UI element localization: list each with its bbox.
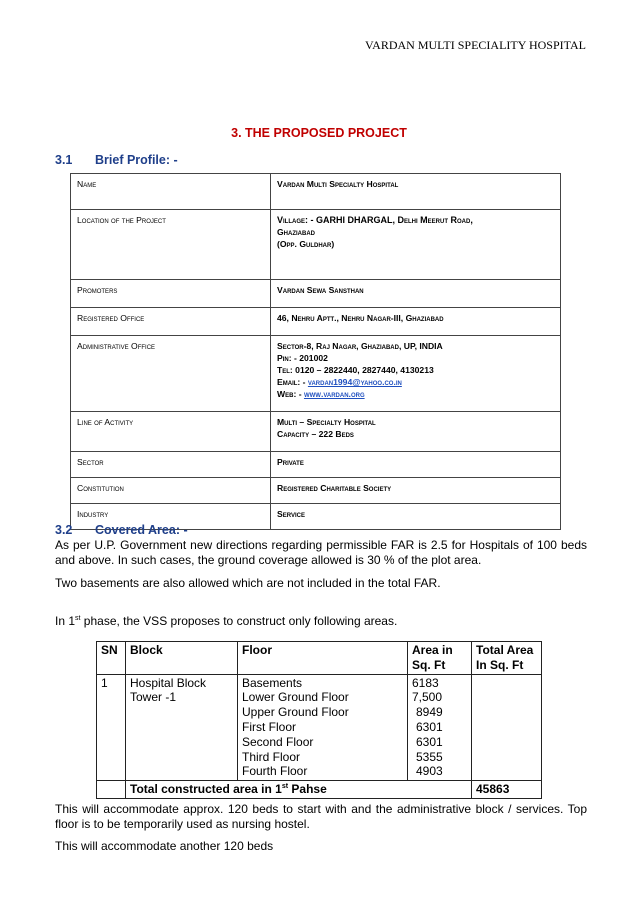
area-line: 5355 [416, 749, 443, 764]
paragraph-another-beds: This will accommodate another 120 beds [55, 839, 274, 853]
table-row [71, 308, 561, 336]
area-table [96, 641, 542, 799]
area-line: 8949 [416, 705, 443, 720]
paragraph-first-phase [55, 614, 587, 629]
area-line: 6183 [412, 675, 439, 690]
value-line: Ghaziabad [277, 227, 316, 237]
table-row [71, 478, 561, 504]
total-label [126, 781, 472, 799]
area-line: 4903 [416, 764, 443, 779]
heading-text: Brief Profile: - [95, 153, 178, 167]
paragraph-far: As per U.P. Government new directions regarding permissible FAR is 2.5 for Hospitals of 100 beds and above. In such cases, the ground coverage allowed is 30 % of the plot area. [55, 538, 587, 567]
cell-sn: 1 [97, 674, 126, 781]
table-row [71, 210, 561, 280]
row-key: Sector [71, 452, 271, 478]
floor-line: First Floor [242, 719, 296, 734]
table-row [71, 412, 561, 452]
email-label: Email: - [277, 377, 308, 387]
heading-text: Covered Area: - [95, 523, 188, 537]
area-line: 7,500 [412, 690, 443, 705]
header-sn: SN [97, 642, 126, 675]
superscript: st [281, 783, 289, 791]
table-total-row [97, 781, 542, 799]
table-row [71, 280, 561, 308]
value-line: Village: - GARHI DHARGAL, Delhi Meerut Road, [277, 215, 473, 225]
row-key: Constitution [71, 478, 271, 504]
value-line: 46, Nehru Aptt., Nehru Nagar-III, Ghaziabad [277, 313, 444, 323]
row-value [271, 504, 561, 530]
cell-areas [408, 674, 472, 781]
table-row [71, 336, 561, 412]
table-header-row [97, 642, 542, 675]
value-line: Capacity – 222 Beds [277, 429, 354, 439]
table-row [71, 452, 561, 478]
total-value: 45863 [472, 781, 542, 799]
cell-total-empty [472, 674, 542, 781]
row-key: Promoters [71, 280, 271, 308]
row-value [271, 210, 561, 280]
value-line: Pin: - 201002 [277, 353, 328, 363]
floor-line: Third Floor [242, 749, 301, 764]
value-line: Multi – Specialty Hospital [277, 417, 376, 427]
row-value [271, 452, 561, 478]
email-line [277, 376, 554, 388]
web-line [277, 388, 554, 400]
row-value [271, 280, 561, 308]
floor-line: Basements [242, 675, 303, 690]
table-row [71, 174, 561, 210]
cell-block [126, 674, 238, 781]
email-link[interactable]: vardan1994@yahoo.co.in [307, 377, 402, 387]
block-line: Hospital Block [130, 675, 207, 690]
block-line: Tower -1 [130, 690, 177, 705]
row-value [271, 336, 561, 412]
value-line: Vardan Sewa Sansthan [277, 285, 364, 295]
row-key: Administrative Office [71, 336, 271, 412]
paragraph-basements: Two basements are also allowed which are not included in the total FAR. [55, 576, 441, 590]
cell-empty [97, 781, 126, 799]
value-line: Private [277, 457, 304, 467]
value-line: Sector-8, Raj Nagar, Ghaziabad, UP, INDIA [277, 341, 443, 351]
web-label: Web: - [277, 389, 304, 399]
paragraph-accommodate: This will accommodate approx. 120 beds to start with and the administrative block / services. Top floor is to be temporarily used as nursing hostel. [55, 802, 587, 831]
heading-covered-area [55, 523, 188, 537]
cell-floors [238, 674, 408, 781]
web-link[interactable]: www.vardan.org [303, 389, 365, 399]
header-block: Block [126, 642, 238, 675]
brief-profile-table [70, 173, 561, 530]
table-row [97, 674, 542, 781]
floor-line: Fourth Floor [242, 764, 308, 779]
floor-line: Upper Ground Floor [242, 705, 349, 720]
area-line: 6301 [416, 734, 443, 749]
floor-line: Lower Ground Floor [242, 690, 349, 705]
heading-brief-profile [55, 153, 178, 167]
heading-number: 3.2 [55, 523, 73, 537]
header-total-area: Total Area In Sq. Ft [472, 642, 542, 675]
row-value [271, 174, 561, 210]
text: Pahse [288, 782, 327, 797]
area-line: 6301 [416, 719, 443, 734]
row-key: Line of Activity [71, 412, 271, 452]
section-title: 3. THE PROPOSED PROJECT [231, 126, 407, 140]
text: In 1 [55, 614, 76, 628]
value-line: (Opp. Guldhar) [277, 239, 335, 249]
value-line: Vardan Multi Specialty Hospital [277, 179, 399, 189]
row-value [271, 308, 561, 336]
row-value [271, 412, 561, 452]
heading-number: 3.1 [55, 153, 73, 167]
value-line: Registered Charitable Society [277, 483, 392, 493]
row-value [271, 478, 561, 504]
text: Total constructed area in 1 [130, 782, 282, 797]
row-key: Name [71, 174, 271, 210]
row-key: Registered Office [71, 308, 271, 336]
text: phase, the VSS proposes to construct only following areas. [80, 614, 398, 628]
header-floor: Floor [238, 642, 408, 675]
value-line: Tel: 0120 – 2822440, 2827440, 4130213 [277, 365, 434, 375]
superscript: st [75, 615, 81, 622]
row-key: Location of the Project [71, 210, 271, 280]
header-area: Area in Sq. Ft [408, 642, 472, 675]
floor-line: Second Floor [242, 734, 314, 749]
row-key: Industry [71, 504, 271, 530]
running-header: VARDAN MULTI SPECIALITY HOSPITAL [365, 38, 586, 52]
value-line: Service [277, 509, 305, 519]
